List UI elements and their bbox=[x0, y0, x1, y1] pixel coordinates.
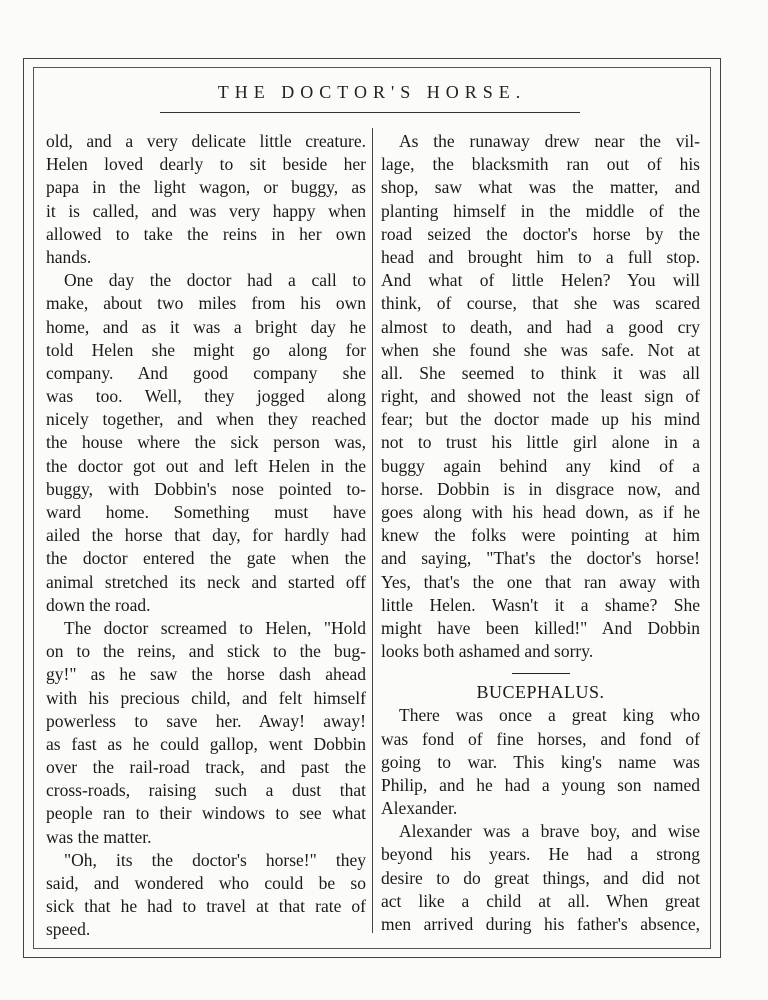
text-line: One day the doctor had a call to bbox=[64, 270, 366, 291]
text-line: might have been killed!" And Dobbin bbox=[381, 617, 700, 638]
text-line: on to the reins, and stick to the bug- bbox=[46, 641, 366, 662]
text-line: beyond his years. He had a strong bbox=[381, 844, 700, 865]
text-line: fear; but the doctor made up his mind bbox=[381, 409, 700, 430]
text-line: people ran to their windows to see what bbox=[46, 803, 366, 824]
text-line: think, of course, that she was scared bbox=[381, 293, 700, 314]
text-line: make, about two miles from his own bbox=[46, 293, 366, 314]
text-line: not to trust his little girl alone in a bbox=[381, 432, 700, 453]
text-line: with his precious child, and felt himself bbox=[46, 687, 366, 708]
title-rule bbox=[160, 112, 580, 113]
text-line: Alexander. bbox=[381, 798, 458, 819]
text-line: told Helen she might go along for bbox=[46, 339, 366, 360]
text-line: head and brought him to a full stop. bbox=[381, 246, 700, 267]
text-line: going to war. This king's name was bbox=[381, 751, 700, 772]
text-line: Yes, that's the one that ran away with bbox=[381, 571, 700, 592]
text-line: when she found she was safe. Not at bbox=[381, 339, 700, 360]
text-line: said, and wondered who could be so bbox=[46, 873, 366, 893]
text-line: "Oh, its the doctor's horse!" they bbox=[64, 849, 366, 870]
text-line: cross-roads, raising such a dust that bbox=[46, 780, 366, 801]
text-line: shop, saw what was the matter, and bbox=[381, 177, 700, 198]
text-line: right, and showed not the least sign of bbox=[381, 386, 700, 407]
text-line: as fast as he could gallop, went Dobbin bbox=[46, 733, 366, 754]
text-line: ailed the horse that day, for hardly had bbox=[46, 525, 366, 546]
text-line: ward home. Something must have bbox=[46, 502, 366, 522]
text-line: Helen loved dearly to sit beside her bbox=[46, 154, 366, 175]
text-line: was too. Well, they jogged along bbox=[46, 386, 366, 407]
text-line: hands. bbox=[46, 246, 92, 267]
text-line: nicely together, and when they reached bbox=[46, 409, 366, 430]
text-line: desire to do great things, and did not bbox=[381, 867, 700, 888]
text-line: planting himself in the middle of the bbox=[381, 200, 700, 221]
text-line: little Helen. Wasn't it a shame? She bbox=[381, 594, 700, 615]
text-line: papa in the light wagon, or buggy, as bbox=[46, 177, 366, 198]
text-line: was fond of fine horses, and fond of bbox=[381, 728, 700, 749]
text-line: all. She seemed to think it was all bbox=[381, 362, 700, 383]
text-line: home, and as it was a bright day he bbox=[46, 316, 366, 337]
text-line: was the matter. bbox=[46, 826, 152, 847]
text-line: Philip, and he had a young son named bbox=[381, 774, 700, 795]
text-line: And what of little Helen? You will bbox=[381, 270, 700, 291]
text-line: allowed to take the reins in her own bbox=[46, 223, 366, 244]
text-line: sick that he had to travel at that rate of bbox=[46, 896, 366, 917]
text-line: horse. Dobbin is in disgrace now, and bbox=[381, 478, 700, 499]
text-line: gy!" as he saw the horse dash ahead bbox=[46, 664, 366, 685]
text-line: the doctor entered the gate when the bbox=[46, 548, 366, 569]
text-line: The doctor screamed to Helen, "Hold bbox=[64, 617, 366, 638]
text-line: There was once a great king who bbox=[399, 705, 700, 726]
text-line: the house where the sick person was, bbox=[46, 432, 366, 453]
text-line: it is called, and was very happy when bbox=[46, 200, 366, 221]
text-line: looks both ashamed and sorry. bbox=[381, 641, 594, 662]
section-rule bbox=[512, 673, 570, 674]
text-line: down the road. bbox=[46, 594, 151, 615]
text-line: almost to death, and had a good cry bbox=[381, 316, 700, 337]
text-line: goes along with his head down, as if he bbox=[381, 502, 700, 522]
text-line: lage, the blacksmith ran out of his bbox=[381, 154, 700, 175]
text-line: speed. bbox=[46, 919, 91, 940]
left-column bbox=[46, 130, 366, 942]
text-line: over the rail-road track, and past the bbox=[46, 757, 366, 778]
text-line: company. And good company she bbox=[46, 362, 366, 383]
text-line: road seized the doctor's horse by the bbox=[381, 223, 700, 244]
text-line: the doctor got out and left Helen in the bbox=[46, 455, 366, 476]
text-line: act like a child at all. When great bbox=[381, 890, 700, 911]
text-line: buggy again behind any kind of a bbox=[381, 455, 700, 476]
text-line: As the runaway drew near the vil- bbox=[399, 131, 700, 151]
text-line: old, and a very delicate little creature. bbox=[46, 131, 366, 151]
text-line: animal stretched its neck and started off bbox=[46, 571, 366, 592]
page-title: THE DOCTOR'S HORSE. bbox=[217, 82, 527, 102]
column-divider bbox=[372, 128, 373, 933]
text-line: men arrived during his father's absence, bbox=[381, 914, 700, 934]
right-column bbox=[381, 130, 700, 936]
section-title: BUCEPHALUS. bbox=[476, 682, 605, 703]
text-line: buggy, with Dobbin's nose pointed to- bbox=[46, 478, 366, 499]
text-line: knew the folks were pointing at him bbox=[381, 525, 700, 546]
text-line: and saying, "That's the doctor's horse! bbox=[381, 548, 700, 569]
text-line: Alexander was a brave boy, and wise bbox=[399, 821, 700, 842]
text-line: powerless to save her. Away! away! bbox=[46, 710, 366, 731]
